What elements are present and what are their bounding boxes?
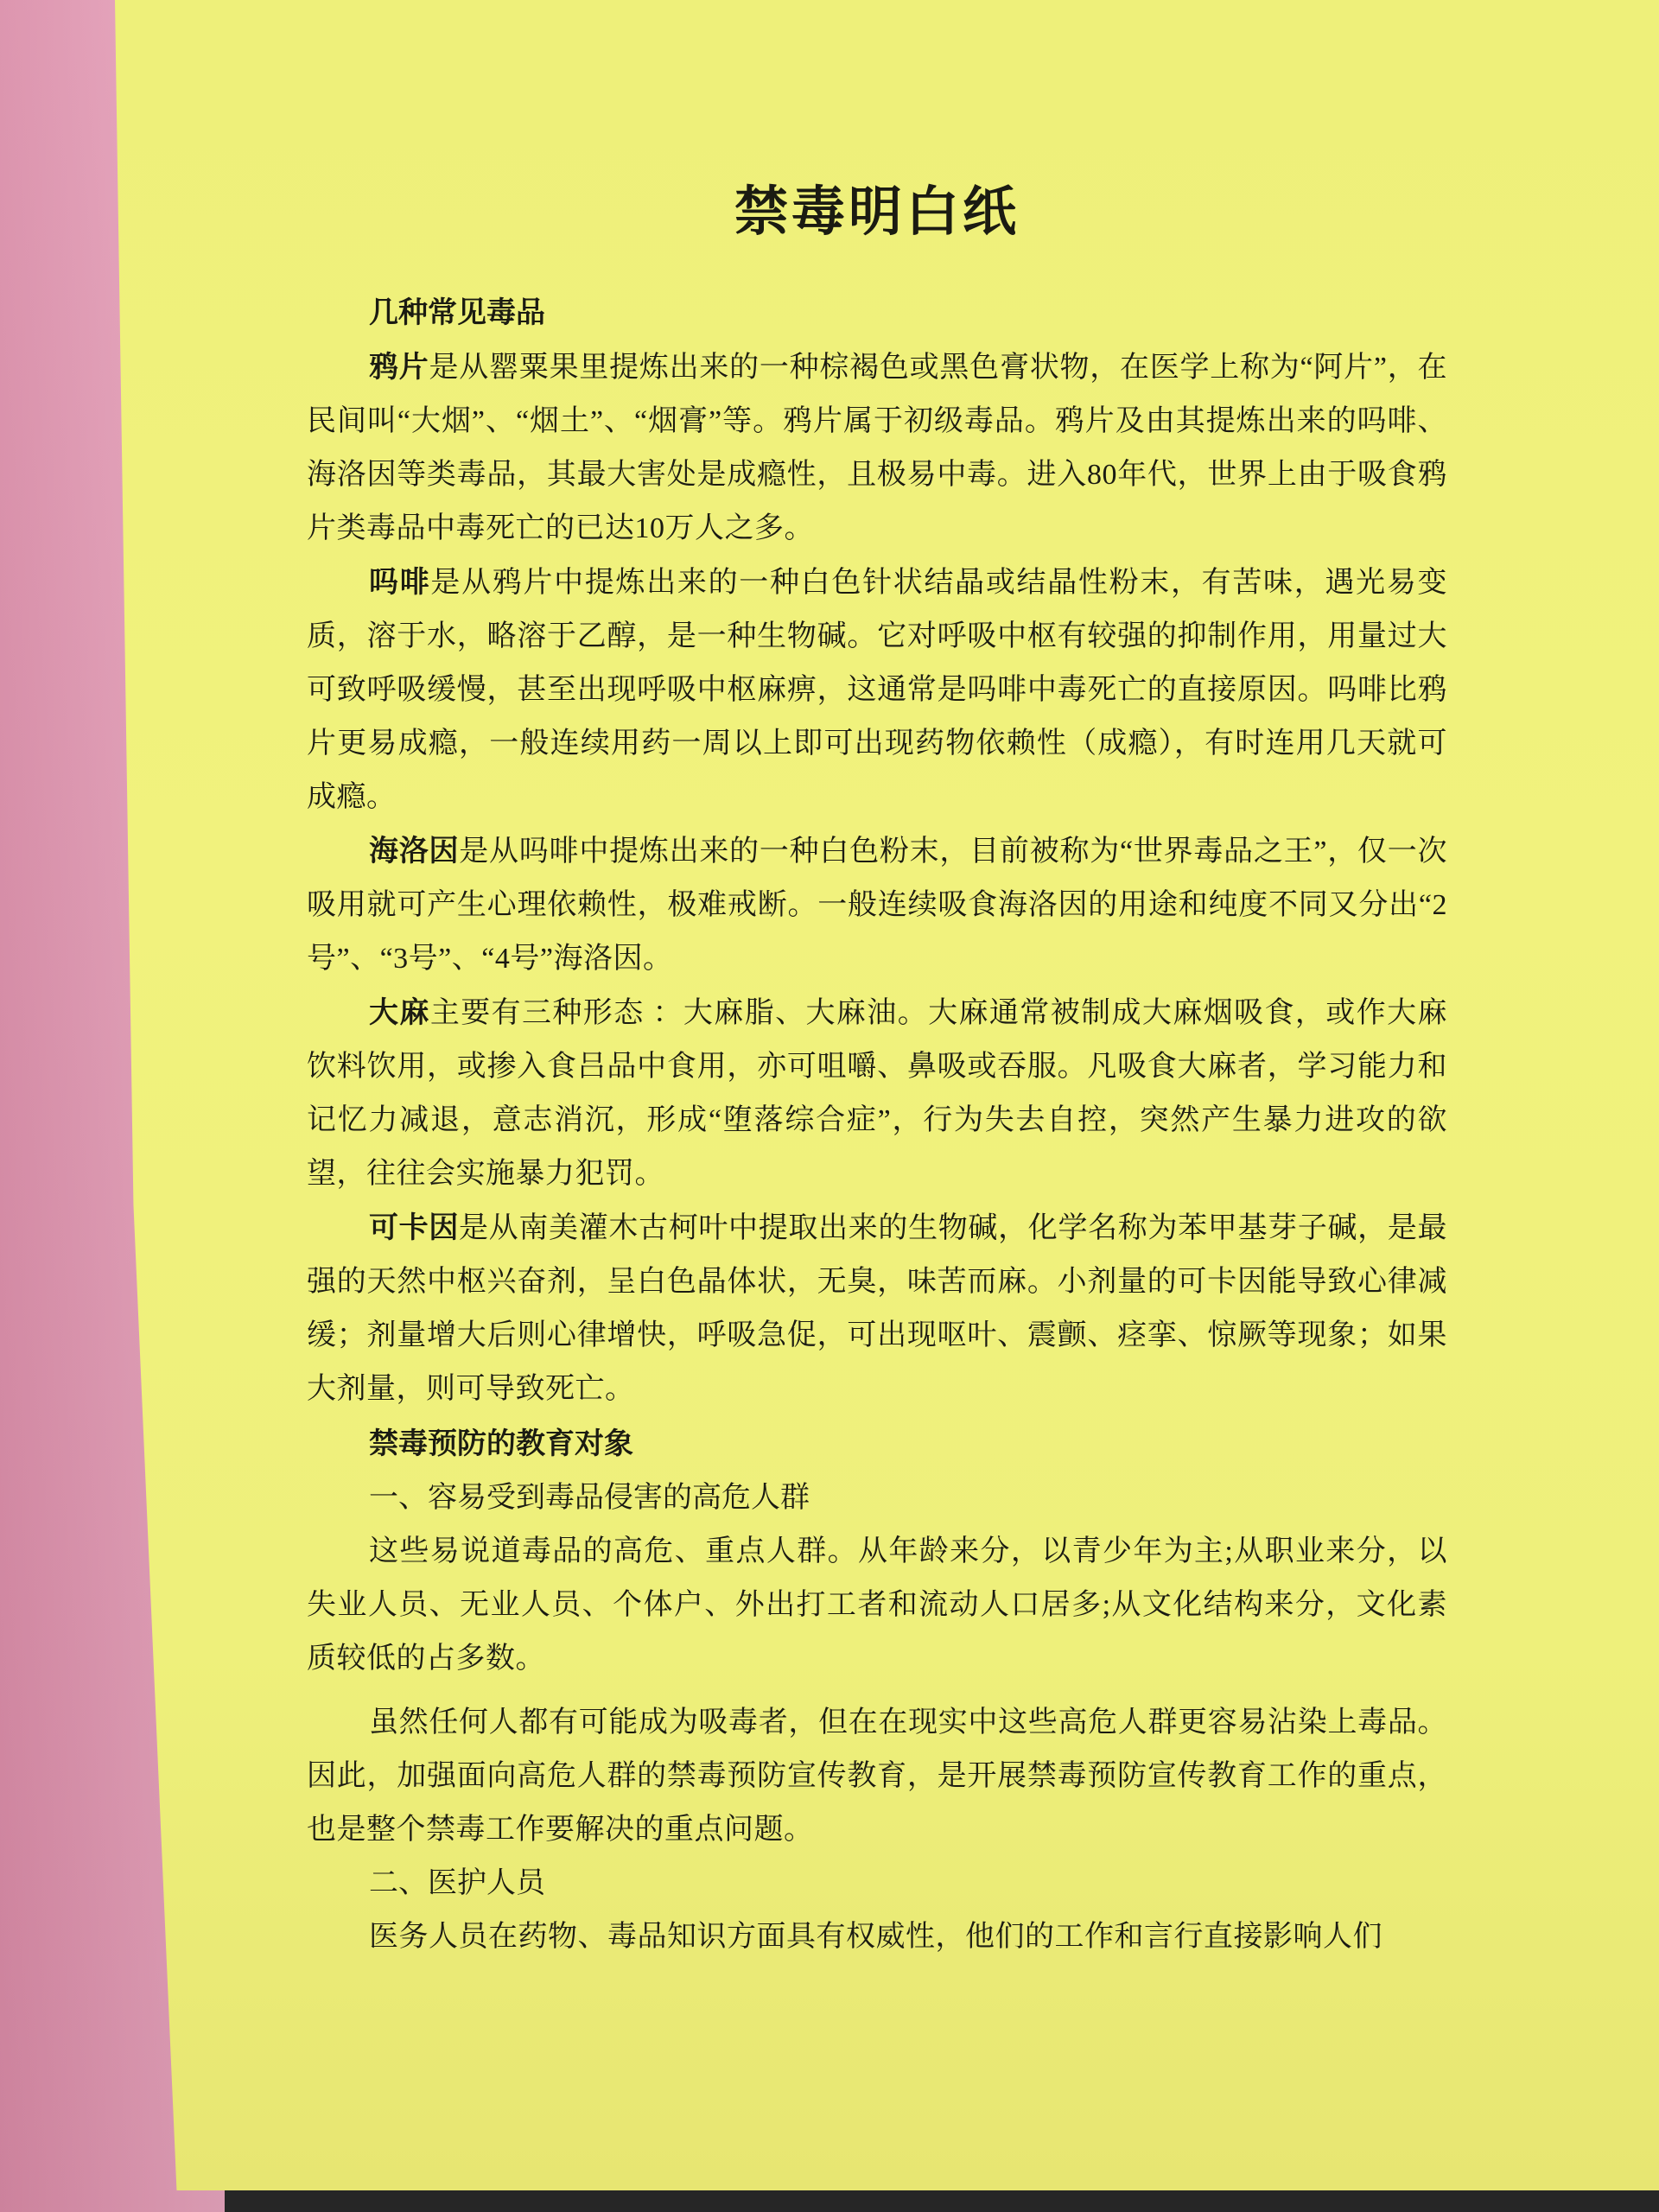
spacer: [307, 1686, 1447, 1696]
subsection-title-medical-staff: 二、医护人员: [369, 1867, 545, 1899]
term-morphine: 吗啡: [369, 565, 431, 600]
subsection-title-high-risk: 一、容易受到毒品侵害的高危人群: [369, 1482, 810, 1514]
text-heroin: 是从吗啡中提炼出来的一种白色粉末，目前被称为“世界毒品之王”，仅一次吸用就可产生心理依赖性，极难戒断。一般连续吸食海洛因的用途和纯度不同又分出“2号”、“3号”、“4号”海洛因。: [307, 836, 1447, 975]
term-cocaine: 可卡因: [369, 1211, 460, 1245]
paragraph-morphine: [307, 556, 1447, 824]
paragraph-medical-staff: 医务人员在药物、毒品知识方面具有权威性，他们的工作和言行直接影响人们: [369, 1921, 1382, 1953]
text-cocaine: 是从南美灌木古柯叶中提取出来的生物碱，化学名称为苯甲基芽子碱，是最强的天然中枢兴奋剂，呈白色晶体状，无臭，味苦而麻。小剂量的可卡因能导致心律减缓；剂量增大后则心律增快，呼吸急促，可出现呕叶、震颤、痉挛、惊厥等现象；如果大剂量，则可导致死亡。: [307, 1212, 1447, 1405]
paragraph-high-risk-1: 这些易说道毒品的高危、重点人群。从年龄来分，以青少年为主;从职业来分，以失业人员、无业人员、个体户、外出打工者和流动人口居多;从文化结构来分，文化素质较低的占多数。: [307, 1535, 1447, 1675]
document-title: 禁毒明白纸: [734, 180, 1020, 243]
document-page: [307, 168, 1447, 1964]
paragraph-opium: [307, 340, 1447, 556]
term-cannabis: 大麻: [369, 995, 430, 1030]
section-heading-education-targets: 禁毒预防的教育对象: [369, 1427, 633, 1461]
text-morphine: 是从鸦片中提炼出来的一种白色针状结晶或结晶性粉末，有苦味，遇光易变质，溶于水，略溶于乙醇，是一种生物碱。它对呼吸中枢有较强的抑制作用，用量过大可致呼吸缓慢，甚至出现呼吸中枢麻痹，这通常是吗啡中毒死亡的直接原因。吗啡比鸦片更易成瘾，一般连续用药一周以上即可出现药物依赖性（成瘾），有时连用几天就可成瘾。: [307, 567, 1448, 813]
term-heroin: 海洛因: [369, 834, 460, 868]
paragraph-high-risk-2: 虽然任何人都有可能成为吸毒者，但在在现实中这些高危人群更容易沾染上毒品。因此，加强面向高危人群的禁毒预防宣传教育，是开展禁毒预防宣传教育工作的重点，也是整个禁毒工作要解决的重点问题。: [307, 1707, 1447, 1846]
text-opium: 是从罂粟果里提炼出来的一种棕褐色或黑色膏状物，在医学上称为“阿片”，在民间叫“大烟”、“烟土”、“烟膏”等。鸦片属于初级毒品。鸦片及由其提炼出来的吗啡、海洛因等类毒品，其最大害处是成瘾性，且极易中毒。进入80年代，世界上由于吸食鸦片类毒品中毒死亡的已达10万人之多。: [307, 352, 1448, 544]
term-opium: 鸦片: [369, 350, 429, 385]
paragraph-cannabis: [307, 986, 1447, 1201]
paragraph-cocaine: [307, 1201, 1447, 1416]
text-cannabis: 主要有三种形态 ：大麻脂、大麻油。大麻通常被制成大麻烟吸食，或作大麻饮料饮用，或掺入食吕品中食用，亦可咀嚼、鼻吸或吞服。凡吸食大麻者，学习能力和记忆力减退，意志消沉，形成“堕落综合症”，行为失去自控，突然产生暴力进攻的欲望，往往会实施暴力犯罚。: [307, 997, 1448, 1190]
paragraph-heroin: [307, 824, 1447, 986]
section-heading-common-drugs: 几种常见毒品: [369, 296, 545, 330]
